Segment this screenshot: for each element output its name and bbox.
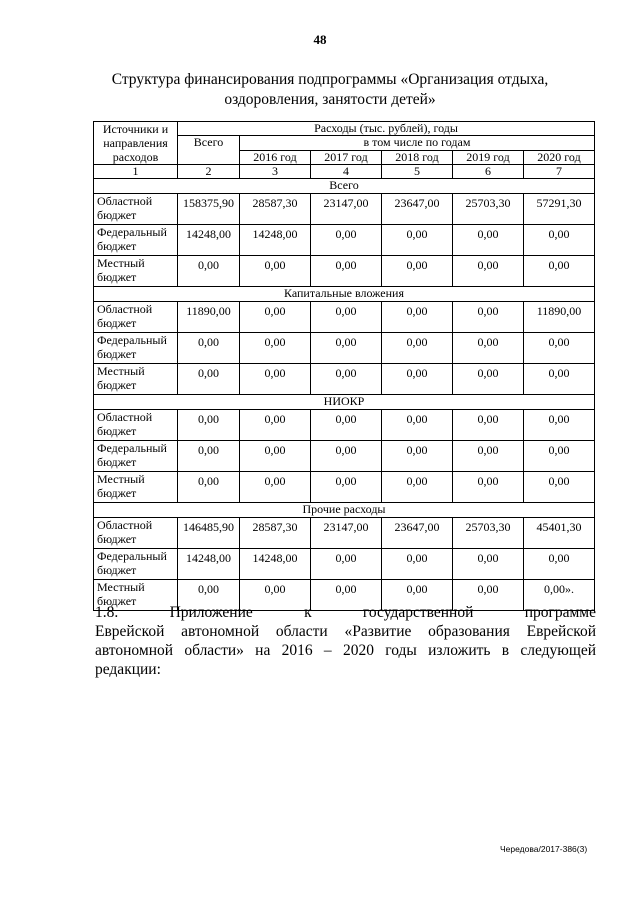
total-value-cell: 11890,00	[178, 302, 240, 333]
year-value-cell: 0,00	[382, 472, 453, 503]
paragraph-first-line	[95, 603, 596, 622]
year-value-cell: 0,00	[240, 410, 311, 441]
section-header-row	[94, 395, 595, 410]
paragraph-word: государственной	[362, 604, 474, 621]
table-row	[94, 472, 595, 503]
column-number: 3	[240, 165, 311, 179]
year-value-cell: 0,00	[453, 410, 524, 441]
year-value-cell: 57291,30	[524, 194, 595, 225]
year-value-cell: 23647,00	[382, 194, 453, 225]
total-value-cell: 0,00	[178, 410, 240, 441]
year-value-cell: 0,00	[311, 302, 382, 333]
header-year: 2016 год	[240, 151, 311, 165]
total-value-cell: 0,00	[178, 472, 240, 503]
paragraph-word: к	[304, 604, 312, 621]
year-value-cell: 0,00	[240, 364, 311, 395]
year-value-cell: 0,00	[240, 333, 311, 364]
total-value-cell: 14248,00	[178, 225, 240, 256]
year-value-cell: 0,00».	[524, 580, 595, 611]
table-body	[94, 179, 595, 611]
section-title: Капитальные вложения	[94, 287, 595, 302]
year-value-cell: 0,00	[311, 580, 382, 611]
year-value-cell: 0,00	[382, 225, 453, 256]
year-value-cell: 0,00	[524, 441, 595, 472]
year-value-cell: 25703,30	[453, 518, 524, 549]
header-year: 2019 год	[453, 151, 524, 165]
paragraph-rest: Еврейской автономной области «Развитие образования Еврейской автономной области» на 2016 – 2020 годы изложить в следующей редакции:	[95, 623, 596, 678]
source-cell: Местный бюджет	[94, 580, 178, 611]
source-cell: Областной бюджет	[94, 518, 178, 549]
year-value-cell: 0,00	[453, 441, 524, 472]
year-value-cell: 0,00	[382, 580, 453, 611]
table-row	[94, 410, 595, 441]
table-row	[94, 225, 595, 256]
year-value-cell: 0,00	[524, 364, 595, 395]
total-value-cell: 0,00	[178, 256, 240, 287]
total-value-cell: 0,00	[178, 580, 240, 611]
section-title: Прочие расходы	[94, 503, 595, 518]
year-value-cell: 23647,00	[382, 518, 453, 549]
year-value-cell: 0,00	[311, 410, 382, 441]
year-value-cell: 0,00	[382, 364, 453, 395]
year-value-cell: 0,00	[240, 441, 311, 472]
source-cell: Областной бюджет	[94, 302, 178, 333]
header-total: Всего	[178, 136, 240, 165]
column-number: 2	[178, 165, 240, 179]
table-row	[94, 441, 595, 472]
header-by-years: в том числе по годам	[240, 136, 595, 151]
column-number: 4	[311, 165, 382, 179]
year-value-cell: 0,00	[240, 472, 311, 503]
year-value-cell: 0,00	[524, 225, 595, 256]
section-title: НИОКР	[94, 395, 595, 410]
amendment-paragraph	[95, 603, 596, 679]
paragraph-word: программе	[524, 604, 596, 621]
table-row	[94, 194, 595, 225]
table-row	[94, 549, 595, 580]
year-value-cell: 0,00	[453, 225, 524, 256]
year-value-cell: 0,00	[382, 302, 453, 333]
header-year: 2020 год	[524, 151, 595, 165]
year-value-cell: 45401,30	[524, 518, 595, 549]
year-value-cell: 0,00	[382, 333, 453, 364]
section-header-row	[94, 179, 595, 194]
source-cell: Федеральный бюджет	[94, 441, 178, 472]
year-value-cell: 0,00	[311, 472, 382, 503]
table-row	[94, 518, 595, 549]
total-value-cell: 146485,90	[178, 518, 240, 549]
year-value-cell: 0,00	[524, 472, 595, 503]
source-cell: Областной бюджет	[94, 194, 178, 225]
year-value-cell: 0,00	[382, 441, 453, 472]
column-number: 5	[382, 165, 453, 179]
column-number: 7	[524, 165, 595, 179]
year-value-cell: 25703,30	[453, 194, 524, 225]
year-value-cell: 0,00	[240, 302, 311, 333]
page-number: 48	[313, 32, 327, 47]
table-header	[94, 122, 595, 179]
year-value-cell: 0,00	[453, 549, 524, 580]
year-value-cell: 0,00	[311, 256, 382, 287]
year-value-cell: 0,00	[311, 225, 382, 256]
paragraph-word: Приложение	[169, 604, 253, 621]
source-cell: Федеральный бюджет	[94, 333, 178, 364]
footer-reference: Чередова/2017-386(3)	[500, 844, 588, 854]
header-year: 2017 год	[311, 151, 382, 165]
year-value-cell: 0,00	[382, 410, 453, 441]
total-value-cell: 0,00	[178, 333, 240, 364]
year-value-cell: 0,00	[240, 580, 311, 611]
total-value-cell: 0,00	[178, 364, 240, 395]
year-value-cell: 0,00	[524, 410, 595, 441]
year-value-cell: 0,00	[311, 549, 382, 580]
table-row	[94, 256, 595, 287]
year-value-cell: 0,00	[311, 364, 382, 395]
year-value-cell: 0,00	[311, 333, 382, 364]
year-value-cell: 0,00	[453, 256, 524, 287]
table-row	[94, 302, 595, 333]
total-value-cell: 14248,00	[178, 549, 240, 580]
column-number: 6	[453, 165, 524, 179]
source-cell: Федеральный бюджет	[94, 549, 178, 580]
section-title: Всего	[94, 179, 595, 194]
total-value-cell: 158375,90	[178, 194, 240, 225]
source-cell: Местный бюджет	[94, 256, 178, 287]
source-cell: Областной бюджет	[94, 410, 178, 441]
year-value-cell: 23147,00	[311, 518, 382, 549]
paragraph-word: 1.8.	[95, 604, 119, 621]
year-value-cell: 28587,30	[240, 194, 311, 225]
year-value-cell: 0,00	[524, 549, 595, 580]
year-value-cell: 0,00	[311, 441, 382, 472]
financing-table	[93, 121, 595, 611]
header-sources: Источники и направления расходов	[94, 122, 178, 165]
year-value-cell: 23147,00	[311, 194, 382, 225]
table-row	[94, 364, 595, 395]
year-value-cell: 0,00	[524, 333, 595, 364]
source-cell: Местный бюджет	[94, 364, 178, 395]
source-cell: Федеральный бюджет	[94, 225, 178, 256]
table-row	[94, 333, 595, 364]
year-value-cell: 0,00	[524, 256, 595, 287]
document-title: Структура финансирования подпрограммы «Организация отдыха, оздоровления, занятости детей»	[111, 71, 549, 108]
header-year: 2018 год	[382, 151, 453, 165]
year-value-cell: 0,00	[382, 549, 453, 580]
year-value-cell: 0,00	[453, 580, 524, 611]
year-value-cell: 0,00	[453, 472, 524, 503]
year-value-cell: 0,00	[240, 256, 311, 287]
column-number: 1	[94, 165, 178, 179]
year-value-cell: 14248,00	[240, 225, 311, 256]
year-value-cell: 0,00	[453, 364, 524, 395]
header-expenses: Расходы (тыс. рублей), годы	[178, 122, 595, 136]
total-value-cell: 0,00	[178, 441, 240, 472]
year-value-cell: 11890,00	[524, 302, 595, 333]
year-value-cell: 28587,30	[240, 518, 311, 549]
year-value-cell: 0,00	[453, 302, 524, 333]
year-value-cell: 0,00	[382, 256, 453, 287]
source-cell: Местный бюджет	[94, 472, 178, 503]
section-header-row	[94, 287, 595, 302]
section-header-row	[94, 503, 595, 518]
year-value-cell: 0,00	[453, 333, 524, 364]
year-value-cell: 14248,00	[240, 549, 311, 580]
